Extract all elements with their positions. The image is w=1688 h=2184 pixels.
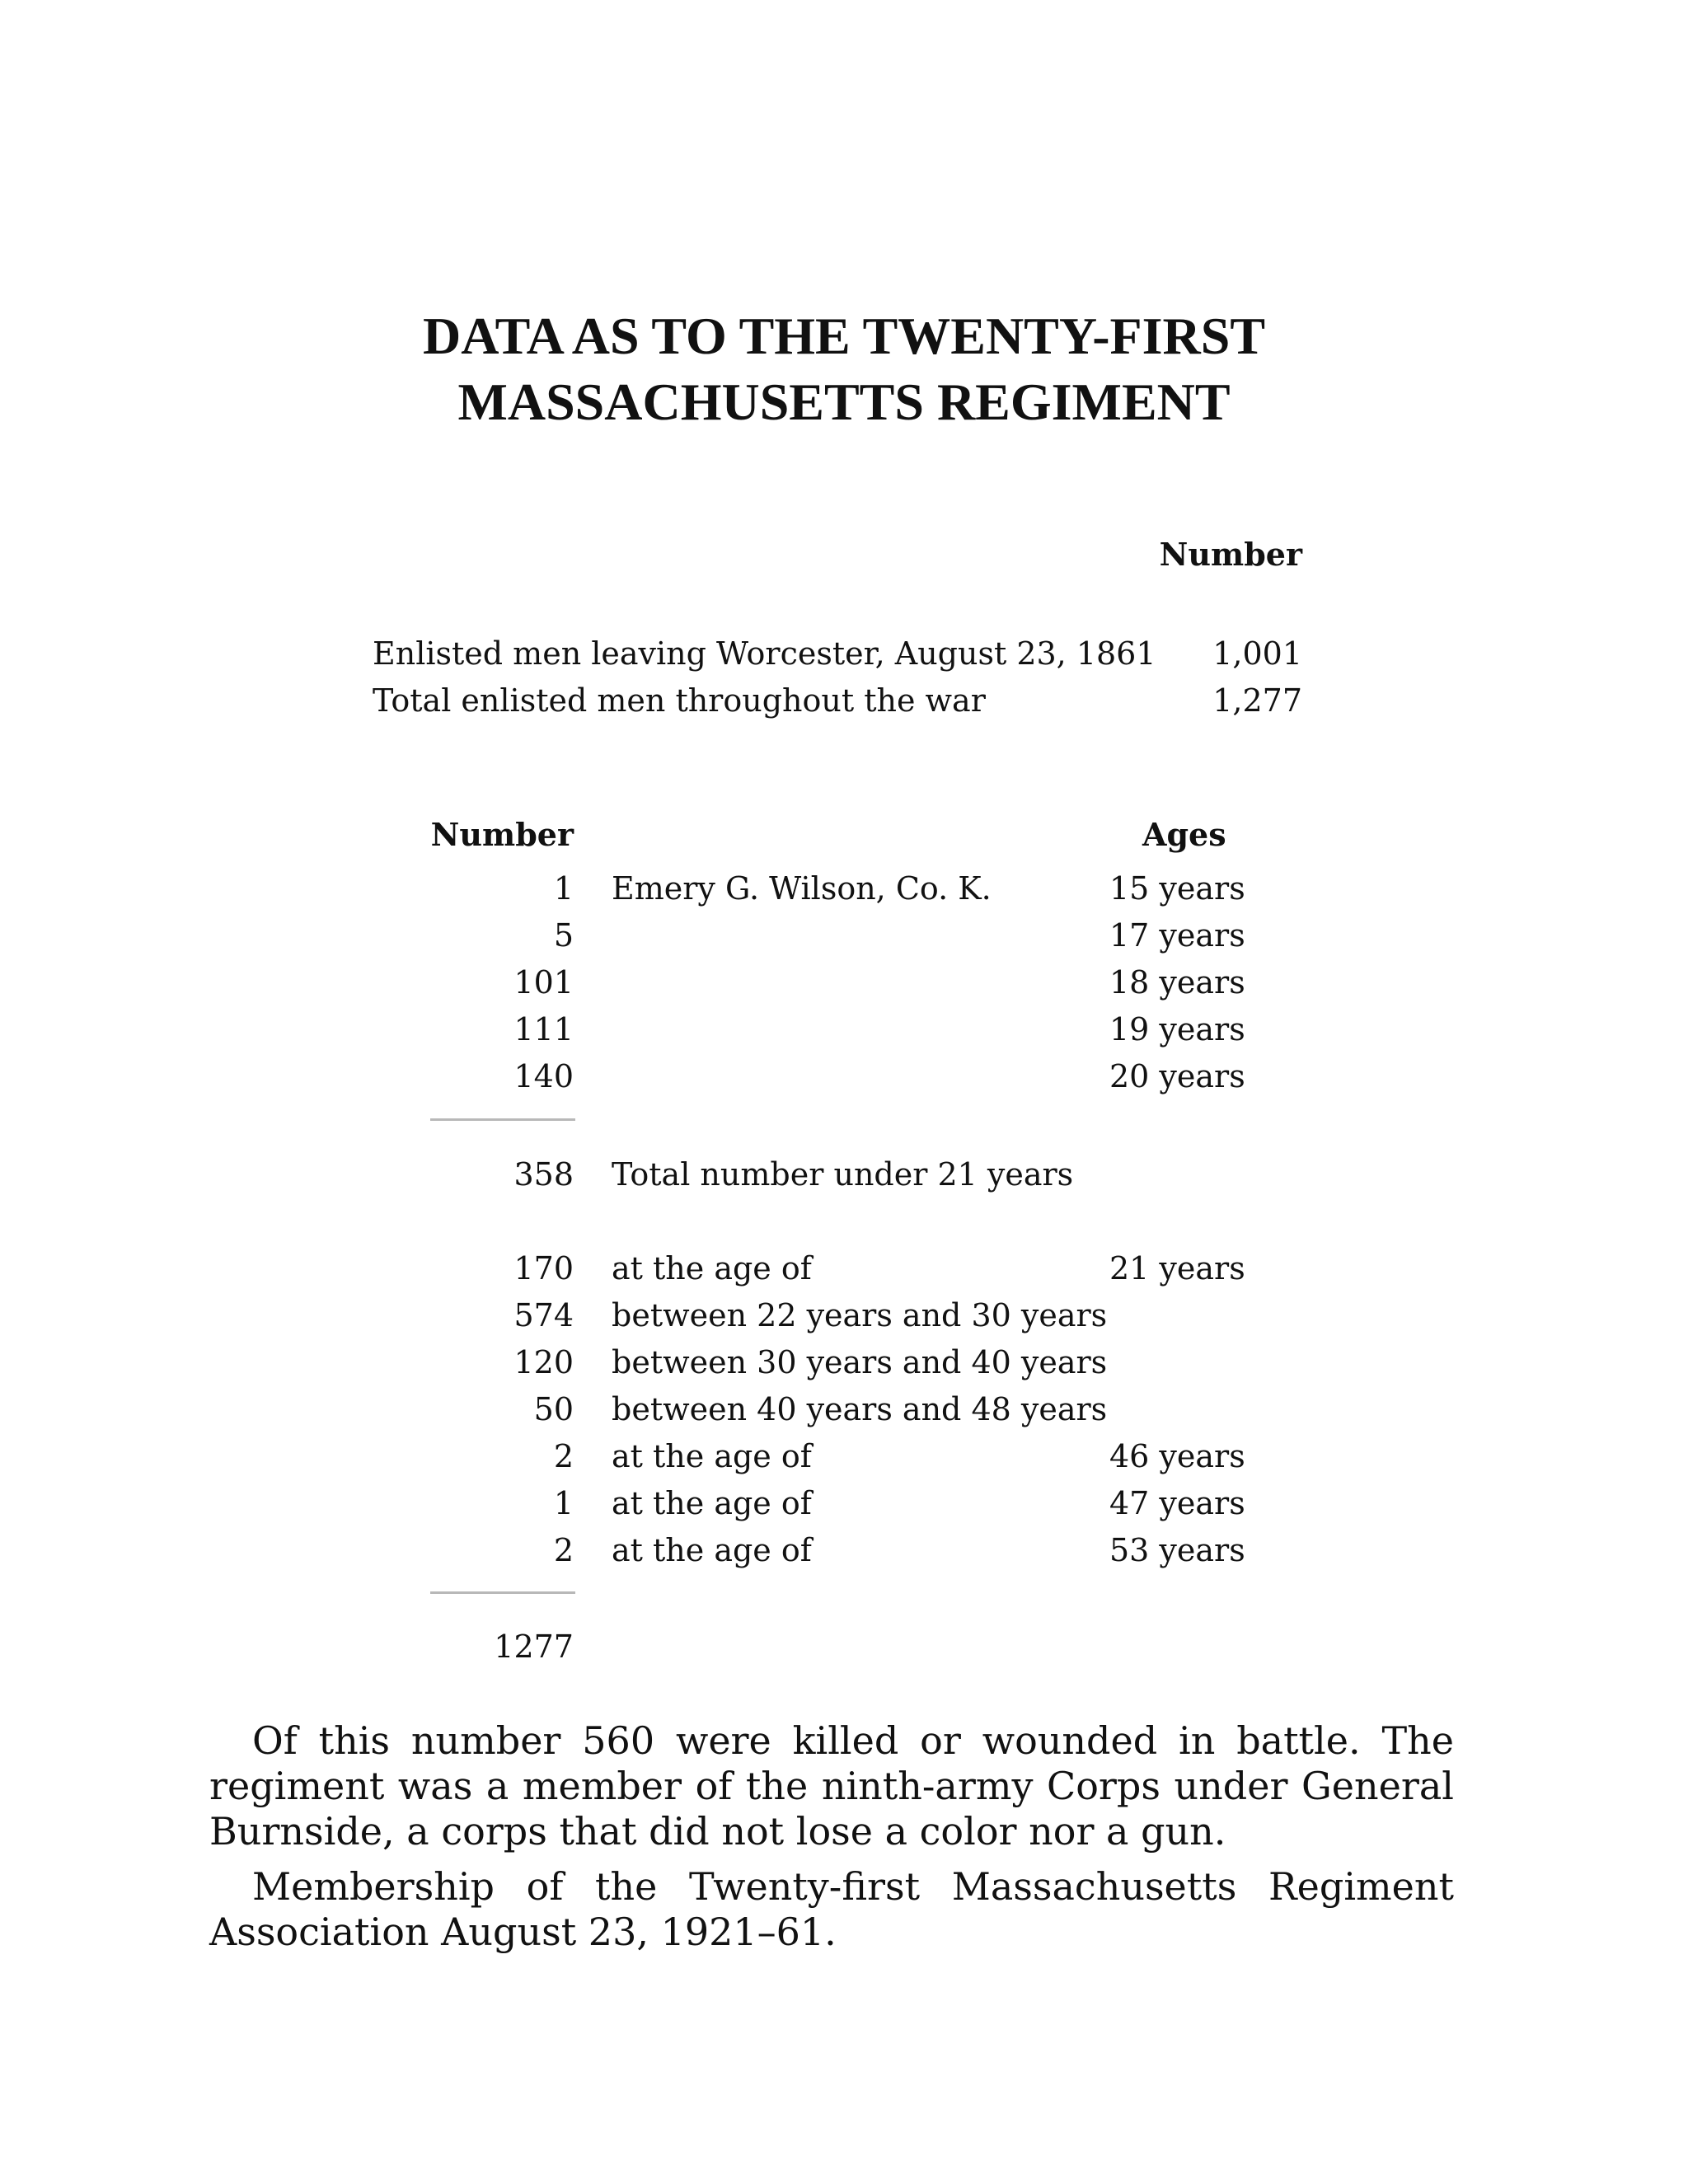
sum-rule [430,1118,575,1121]
row-number: 5 [553,917,574,954]
table-row [0,1433,1688,1480]
age-table-ages-header: Ages [1142,816,1226,853]
row-description: at the age of [612,1438,812,1474]
row-age: 19 years [1109,1011,1245,1047]
table-row [0,1624,1688,1671]
age-table-number-header: Number [430,816,574,853]
page-title [0,303,1688,435]
row-number: 1277 [494,1629,574,1665]
row-description: Total number under 21 years [612,1156,1074,1193]
row-description: between 22 years and 30 years [612,1297,1108,1333]
row-number: 50 [533,1391,574,1427]
paragraph-membership: Membership of the Twenty-first Massachusetts Regiment Association August 23, 1921–61. [209,1864,1454,1954]
table-row [0,1339,1688,1386]
sum-rule [430,1591,575,1594]
row-age: 47 years [1109,1485,1245,1521]
enlistment-number-header: Number [1159,536,1302,573]
row-number: 101 [513,964,574,1001]
row-description: at the age of [612,1250,812,1286]
title-line-2: MASSACHUSETTS REGIMENT [457,373,1231,431]
row-number: 1 [553,870,574,907]
row-description: Emery G. Wilson, Co. K. [612,870,992,907]
row-age: 53 years [1109,1532,1245,1568]
table-row [0,1386,1688,1433]
row-age: 20 years [1109,1058,1245,1094]
table-row [0,1527,1688,1574]
row-description: at the age of [612,1485,812,1521]
row-number: 140 [513,1058,574,1094]
row-description: between 40 years and 48 years [612,1391,1108,1427]
table-row [0,1245,1688,1292]
table-row [0,912,1688,959]
table-row [0,865,1688,912]
enlistment-label: Total enlisted men throughout the war [373,682,986,719]
table-row [0,959,1688,1006]
row-description: between 30 years and 40 years [612,1344,1108,1380]
row-age: 46 years [1109,1438,1245,1474]
row-age: 17 years [1109,917,1245,954]
row-number: 1 [553,1485,574,1521]
row-age: 21 years [1109,1250,1245,1286]
row-number: 2 [553,1532,574,1568]
enlistment-label: Enlisted men leaving Worcester, August 23, 1861 [373,635,1156,672]
row-number: 120 [513,1344,574,1380]
table-row [0,1006,1688,1053]
row-age: 15 years [1109,870,1245,907]
row-number: 358 [513,1156,574,1193]
table-row [0,1053,1688,1100]
enlistment-value: 1,277 [1212,682,1302,719]
row-number: 170 [513,1250,574,1286]
table-row [0,1480,1688,1527]
row-description: at the age of [612,1532,812,1568]
row-age: 18 years [1109,964,1245,1001]
row-number: 574 [513,1297,574,1333]
row-number: 2 [553,1438,574,1474]
enlistment-value: 1,001 [1212,635,1302,672]
paragraph-casualties: Of this number 560 were killed or wounded in battle. The regiment was a member of the ninth-army Corps under General Burnside, a corps that did not lose a color nor a gun. [209,1718,1454,1854]
row-number: 111 [513,1011,574,1047]
table-row [0,1292,1688,1339]
table-row [0,1151,1688,1198]
title-line-1: DATA AS TO THE TWENTY-FIRST [422,307,1266,365]
